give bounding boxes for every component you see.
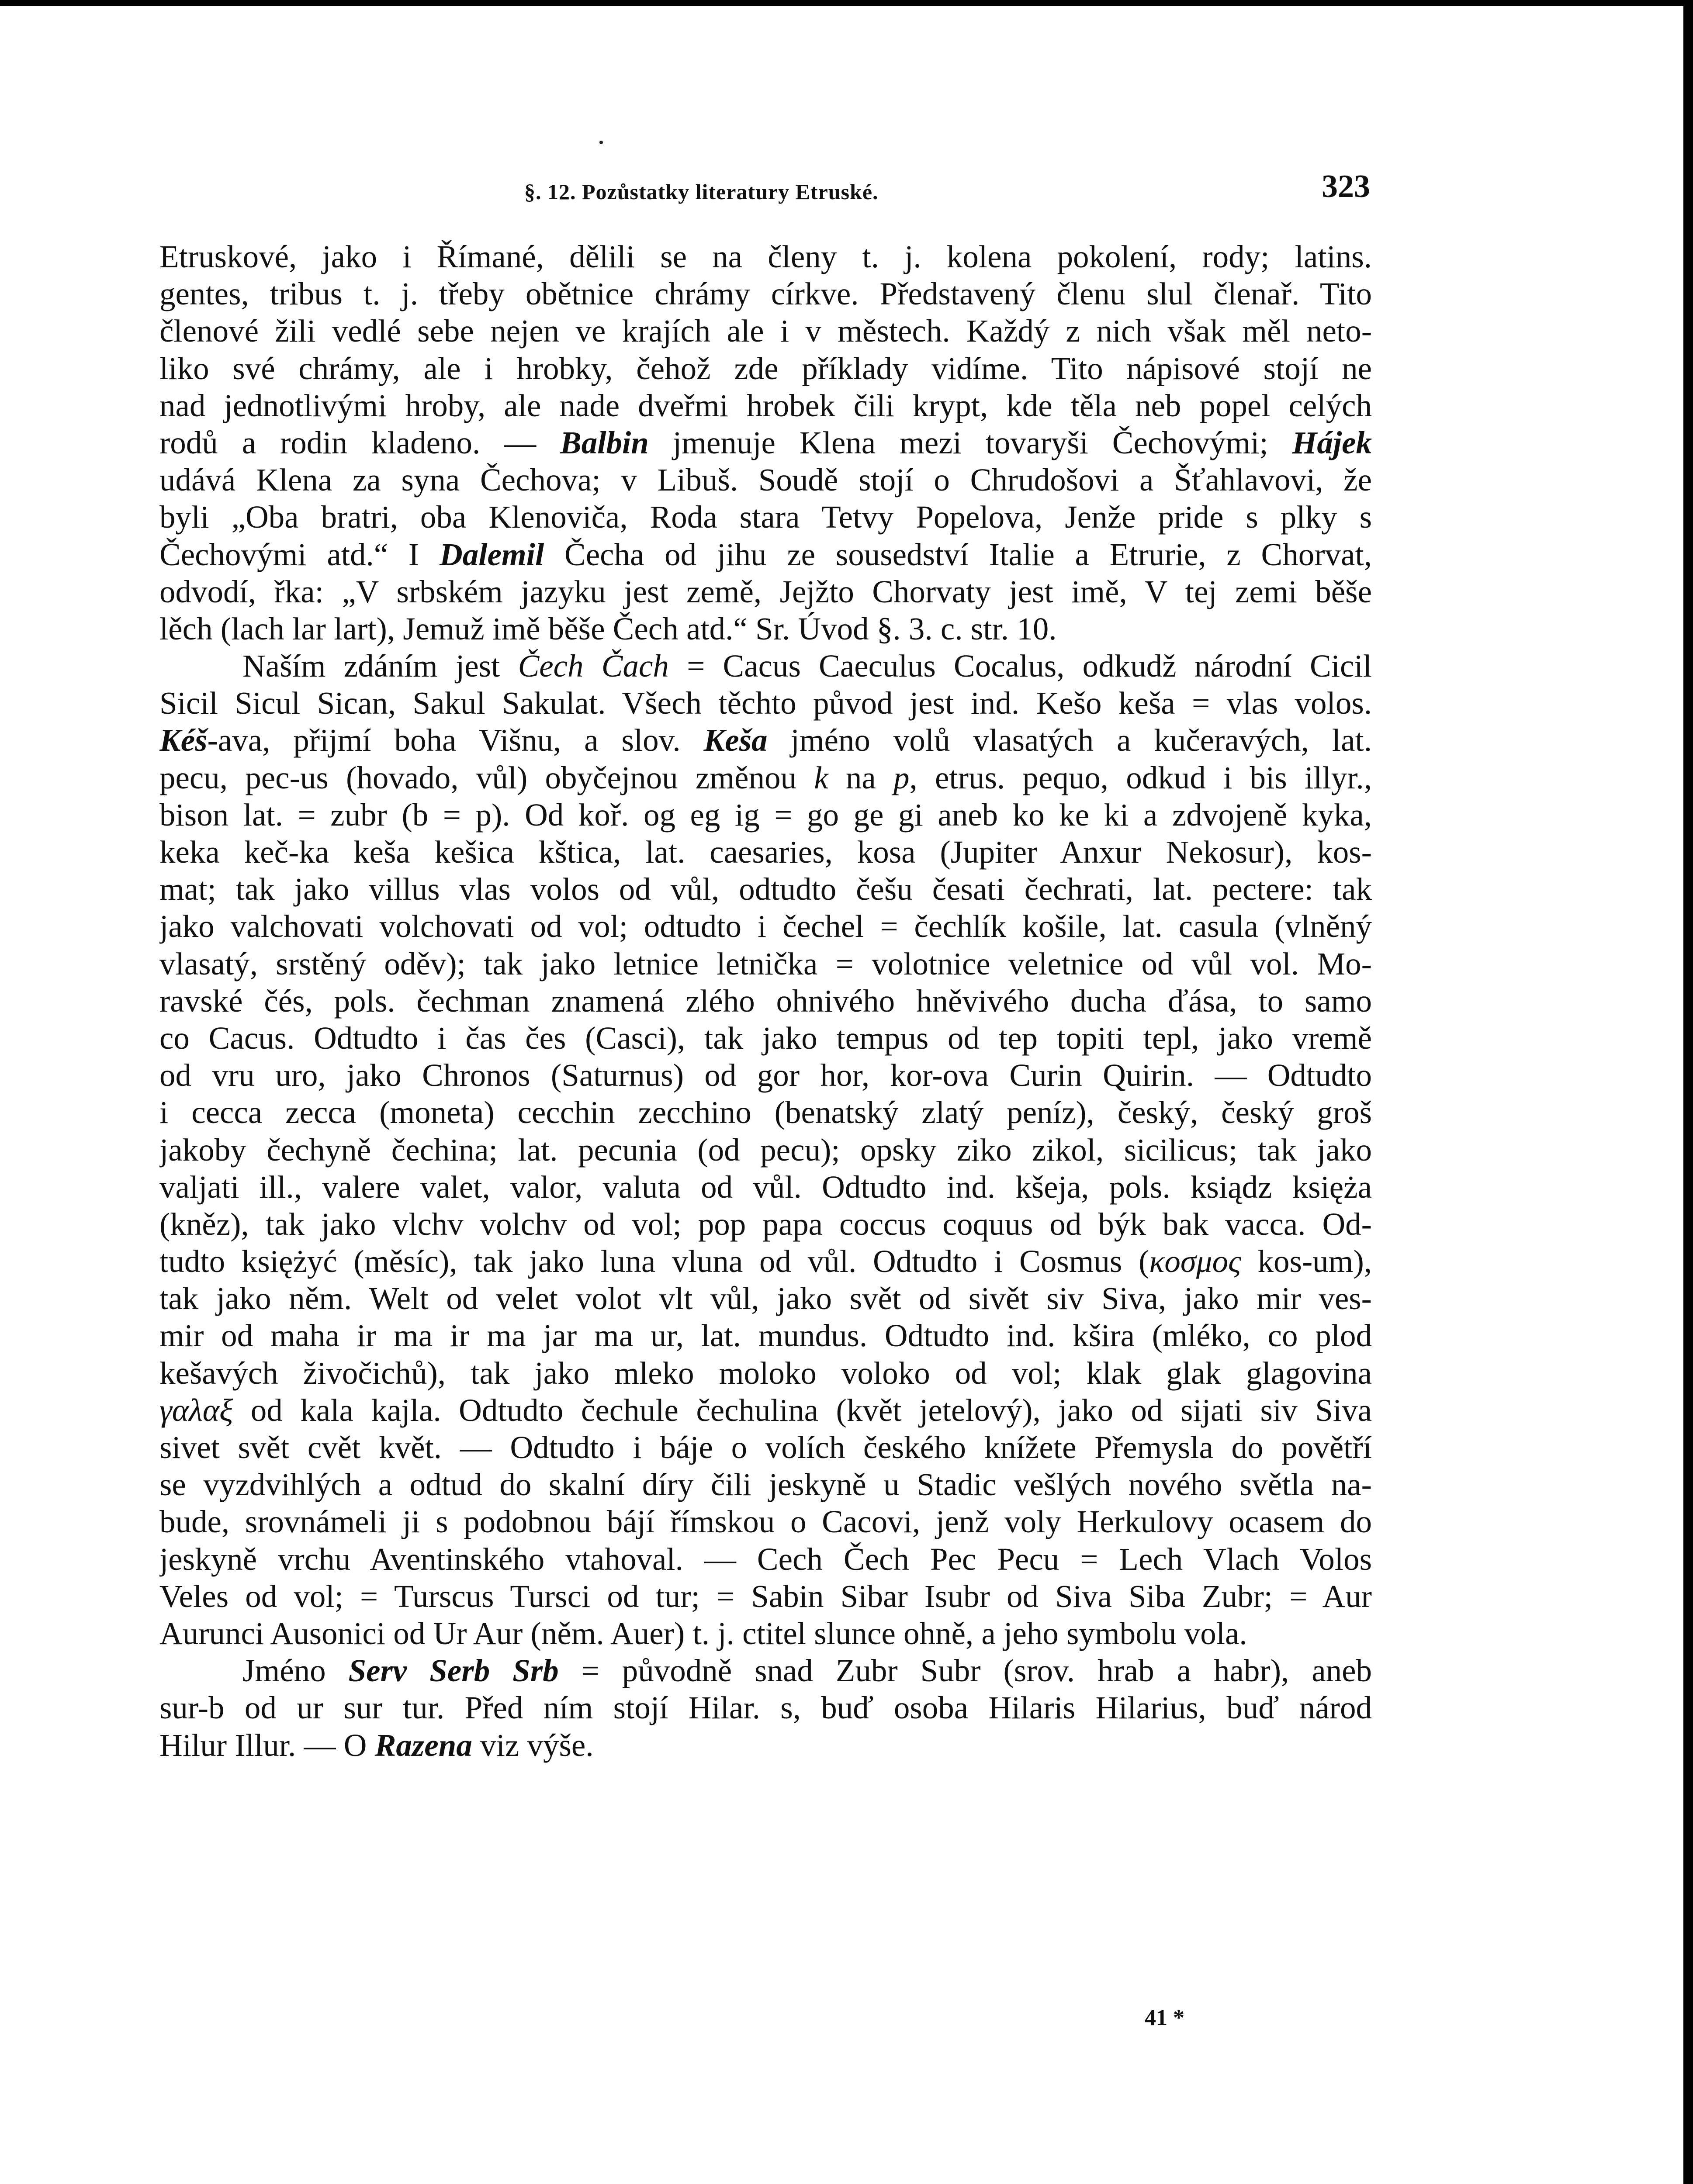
text-line: keka keč-ka keša kešica kštica, lat. caesaries, kosa (Jupiter Anxur Nekosur), kos- — [159, 834, 1372, 870]
text-line — [159, 1243, 1372, 1280]
text-line: sivet svět cvět květ. — Odtudto i báje o volích českého knížete Přemysla do povětří — [159, 1430, 1372, 1465]
text-span: -ava, přijmí boha Višnu, a slov. — [207, 722, 704, 758]
name-balbin: Balbin — [560, 425, 649, 460]
text-line: lěch (lach lar lart), Jemuž imě běše Čech atd.“ Sr. Úvod §. 3. c. str. 10. — [159, 611, 1057, 646]
term-p: p — [893, 760, 910, 795]
term-serv-serb: Serv Serb Srb — [348, 1653, 559, 1689]
text-line: mat; tak jako villus vlas volos od vůl, odtudto češu česati čechrati, lat. pectere: tak — [159, 871, 1372, 907]
text-span: Jméno — [242, 1653, 349, 1689]
term-galax: γαλαξ — [159, 1392, 233, 1428]
text-line — [159, 759, 1372, 796]
text-span: jmenuje Klena mezi tovaryši Čechovými; — [648, 425, 1292, 460]
text-line: ravské čés, pols. čechman znamená zlého ohnivého hněvivého ducha ďása, to samo — [159, 983, 1372, 1019]
text-line: bison lat. = zubr (b = p). Od koř. og eg ig = go ge gi aneb ko ke ki a zdvojeně kyka, — [159, 797, 1372, 833]
text-line: co Cacus. Odtudto i čas čes (Casci), tak jako tempus od tep topiti tepl, jako vremě — [159, 1020, 1372, 1056]
text-span: rodů a rodin kladeno. — — [159, 425, 561, 460]
text-line — [159, 536, 1372, 573]
text-span: = původně snad Zubr Subr (srov. hrab a habr), aneb — [558, 1653, 1372, 1689]
text-line — [159, 1727, 1372, 1764]
page-header — [0, 168, 1693, 216]
text-span: Čecha od jihu ze sousedství Italie a Etrurie, z Chorvat, — [544, 536, 1372, 572]
text-span: od kala kajla. Odtudto čechule čechulina (květ jetelový), jako od sijati siv Siva — [233, 1392, 1372, 1428]
text-span: viz výše. — [472, 1727, 594, 1763]
text-line — [159, 1652, 1372, 1689]
text-span: Čechovými atd.“ I — [159, 536, 440, 572]
text-line: kešavých živočichů), tak jako mleko moloko voloko od vol; klak glak glagovina — [159, 1355, 1372, 1391]
text-line: jakoby čechyně čechina; lat. pecunia (od pecu); opsky ziko zikol, sicilicus; tak jako — [159, 1132, 1372, 1168]
text-line: Veles od vol; = Turscus Tursci od tur; = Sabin Sibar Isubr od Siva Siba Zubr; = Aur — [159, 1578, 1372, 1614]
text-span: na — [828, 760, 893, 795]
term-razena: Razena — [374, 1727, 472, 1763]
term-cech-cach: Čech Čach — [518, 648, 669, 684]
main-text — [159, 238, 1372, 1764]
text-line: (kněz), tak jako vlchv volchv od vol; pop papa coccus coquus od býk bak vacca. Od- — [159, 1206, 1372, 1242]
text-line: gentes, tribus t. j. třeby obětnice chrámy církve. Představený členu slul členař. Tito — [159, 276, 1372, 312]
name-hajek: Hájek — [1292, 425, 1372, 460]
text-line: odvodí, řka: „V srbském jazyku jest země, Jejžto Chorvaty jest imě, V tej zemi běše — [159, 574, 1372, 609]
term-kosmos: κοσμος — [1149, 1244, 1241, 1279]
text-span: kos-um), — [1241, 1244, 1372, 1279]
text-line: nad jednotlivými hroby, ale nade dveřmi hrobek čili krypt, kde těla neb popel celých — [159, 387, 1372, 423]
text-line: se vyzdvihlých a odtud do skalní díry čili jeskyně u Stadic vešlých nového světla na- — [159, 1467, 1372, 1503]
text-span: pecu, pec-us (hovado, vůl) obyčejnou změnou — [159, 760, 814, 795]
text-line: mir od maha ir ma ir ma jar ma ur, lat. mundus. Odtudto ind. kšira (mléko, co plod — [159, 1318, 1372, 1354]
term-k: k — [814, 760, 828, 795]
text-line — [159, 424, 1372, 461]
text-line: jako valchovati volchovati od vol; odtudto i čechel = čechlík košile, lat. casula (vlněný — [159, 909, 1372, 944]
text-line: byli „Oba bratri, oba Klenoviča, Roda stara Tetvy Popelova, Jenže pride s plky s — [159, 499, 1372, 535]
name-dalemil: Dalemil — [440, 536, 544, 572]
text-line: bude, srovnámeli ji s podobnou bájí římskou o Cacovi, jenž voly Herkulovy ocasem do — [159, 1504, 1372, 1540]
text-line: Aurunci Ausonici od Ur Aur (něm. Auer) t. j. ctitel slunce ohně, a jeho symbolu vola. — [159, 1615, 1247, 1651]
term-kesa: Keša — [703, 722, 768, 758]
text-line: členové žili vedlé sebe nejen ve krajích ale i v městech. Každý z nich však měl neto- — [159, 313, 1372, 349]
running-title: §. 12. Pozůstatky literatury Etruské. — [524, 180, 879, 204]
text-line: liko své chrámy, ale i hrobky, čehož zde příklady vidíme. Tito nápisové stojí ne — [159, 350, 1372, 386]
text-line: udává Klena za syna Čechova; v Libuš. Soudě stojí o Chrudošovi a Šťahlavovi, že — [159, 462, 1372, 498]
text-line: vlasatý, srstěný oděv); tak jako letnice letnička = volotnice veletnice od vůl vol. Mo- — [159, 946, 1372, 981]
text-span: Naším zdáním jest — [242, 648, 518, 684]
text-span: , etrus. pequo, odkud i bis illyr., — [909, 760, 1372, 795]
text-line: valjati ill., valere valet, valor, valuta od vůl. Odtudto ind. kšeja, pols. ksiądz księża — [159, 1169, 1372, 1205]
text-line: Sicil Sicul Sican, Sakul Sakulat. Všech těchto původ jest ind. Kešo keša = vlas volos. — [159, 685, 1372, 721]
text-span: tudto księżyć (měsíc), tak jako luna vluna od vůl. Odtudto i Cosmus ( — [159, 1244, 1149, 1279]
text-span: jméno volů vlasatých a kučeravých, lat. — [767, 722, 1372, 758]
text-line — [159, 647, 1372, 684]
text-line — [159, 722, 1372, 759]
text-line — [159, 1392, 1372, 1429]
text-span: = Cacus Caeculus Cocalus, odkudž národní Cicil — [668, 648, 1372, 684]
text-line: Etruskové, jako i Římané, dělili se na členy t. j. kolena pokolení, rody; latins. — [159, 239, 1372, 274]
term-kes: Kéš — [159, 722, 208, 758]
text-span: Hilur Illur. — O — [159, 1727, 375, 1763]
text-line: od vru uro, jako Chronos (Saturnus) od gor hor, kor-ova Curin Quirin. — Odtudto — [159, 1057, 1372, 1093]
ink-speck — [599, 141, 603, 144]
text-line: jeskyně vrchu Aventinského vtahoval. — Cech Čech Pec Pecu = Lech Vlach Volos — [159, 1541, 1372, 1577]
signature-mark: 41 * — [1145, 2005, 1184, 2030]
page-number: 323 — [1322, 169, 1370, 204]
text-line: sur-b od ur sur tur. Před ním stojí Hilar. s, buď osoba Hilaris Hilarius, buď národ — [159, 1690, 1372, 1726]
text-line: tak jako něm. Welt od velet volot vlt vůl, jako svět od sivět siv Siva, jako mir ves- — [159, 1281, 1372, 1317]
text-line: i cecca zecca (moneta) cecchin zecchino (benatský zlatý peníz), český, český groš — [159, 1095, 1372, 1130]
